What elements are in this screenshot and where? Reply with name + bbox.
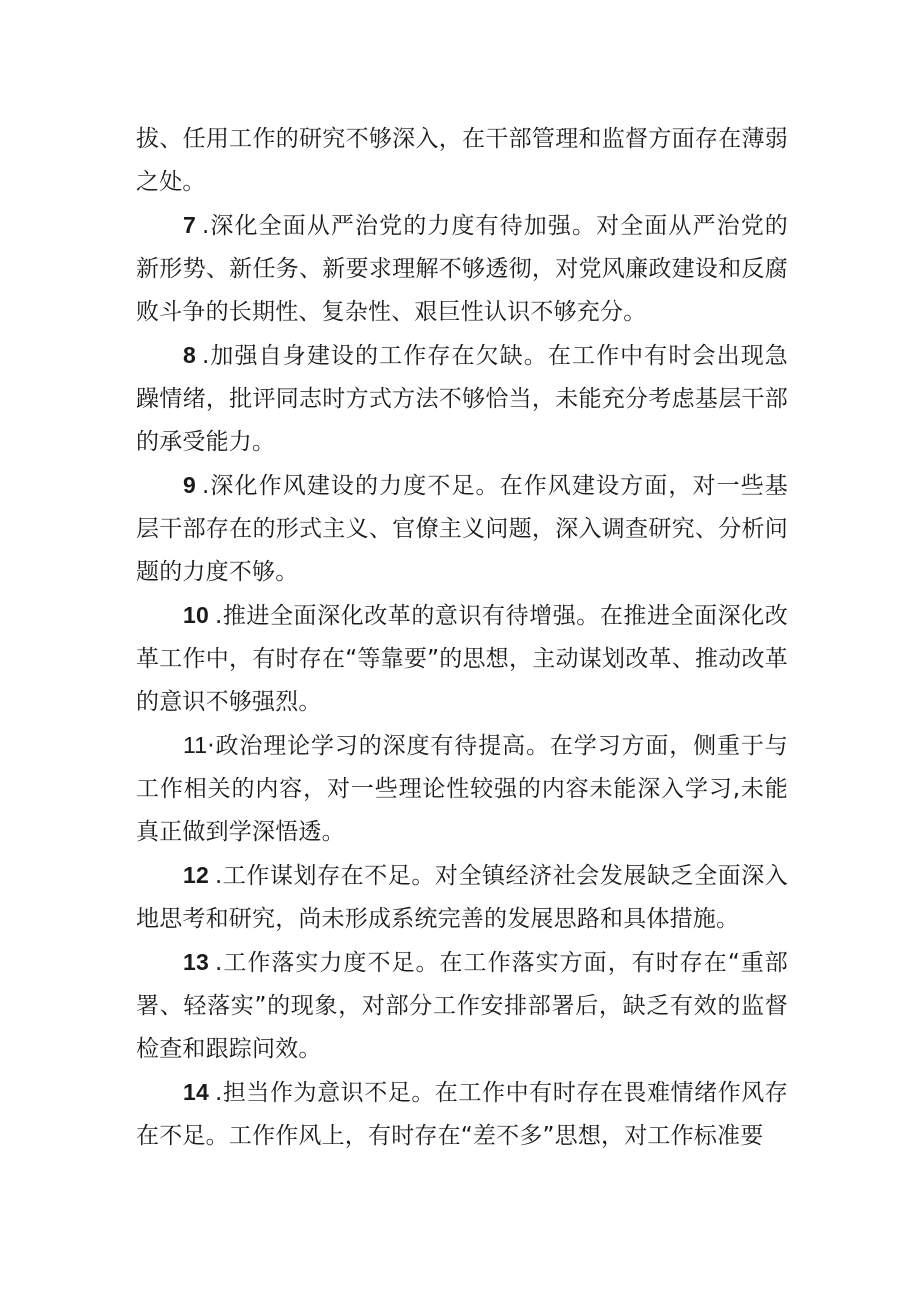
paragraph-item-8 [136, 334, 788, 464]
paragraph-item-7 [136, 204, 788, 334]
paragraph-number: 9 [183, 472, 196, 498]
paragraph-number: 12 [183, 862, 209, 888]
paragraph-item-13 [136, 941, 788, 1071]
paragraph-number: 13 [183, 949, 209, 975]
paragraph-text: .推进全面深化改革的意识有待增强。在推进全面深化改革工作中，有时存在“等靠要”的思想，主动谋划改革、推动改革的意识不够强烈。 [136, 603, 788, 715]
paragraph-text: .深化全面从严治党的力度有待加强。对全面从严治党的新形势、新任务、新要求理解不够透彻，对党风廉政建设和反腐败斗争的长期性、复杂性、艰巨性认识不够充分。 [136, 213, 788, 325]
paragraph-text: .工作落实力度不足。在工作落实方面，有时存在“重部署、轻落实”的现象，对部分工作安排部署后，缺乏有效的监督检查和跟踪问效。 [136, 950, 788, 1062]
paragraph-text: 拔、任用工作的研究不够深入，在干部管理和监督方面存在薄弱之处。 [136, 126, 788, 195]
paragraph-item-10 [136, 594, 788, 724]
document-body [136, 118, 788, 1158]
paragraph-item-12 [136, 854, 788, 941]
paragraph-text: .深化作风建设的力度不足。在作风建设方面，对一些基层干部存在的形式主义、官僚主义问题，深入调查研究、分析问题的力度不够。 [136, 473, 788, 585]
paragraph-text: ·政治理论学习的深度有待提高。在学习方面，侧重于与工作相关的内容，对一些理论性较强的内容未能深入学习,未能真正做到学深悟透。 [136, 733, 788, 845]
paragraph-number: 11 [183, 732, 208, 758]
paragraph-item-14 [136, 1071, 788, 1158]
paragraph-text: .加强自身建设的工作存在欠缺。在工作中有时会出现急躁情绪，批评同志时方式方法不够恰当，未能充分考虑基层干部的承受能力。 [136, 343, 788, 455]
paragraph-text: .担当作为意识不足。在工作中有时存在畏难情绪作风存在不足。工作作风上，有时存在“差不多”思想，对工作标准要 [136, 1080, 788, 1149]
paragraph-number: 14 [183, 1079, 209, 1105]
paragraph-text: .工作谋划存在不足。对全镇经济社会发展缺乏全面深入地思考和研究，尚未形成系统完善的发展思路和具体措施。 [136, 863, 788, 932]
paragraph-continuation [136, 118, 788, 204]
paragraph-item-11 [136, 724, 788, 854]
paragraph-number: 10 [183, 602, 209, 628]
paragraph-number: 7 [183, 212, 196, 238]
paragraph-item-9 [136, 464, 788, 594]
paragraph-number: 8 [183, 342, 196, 368]
